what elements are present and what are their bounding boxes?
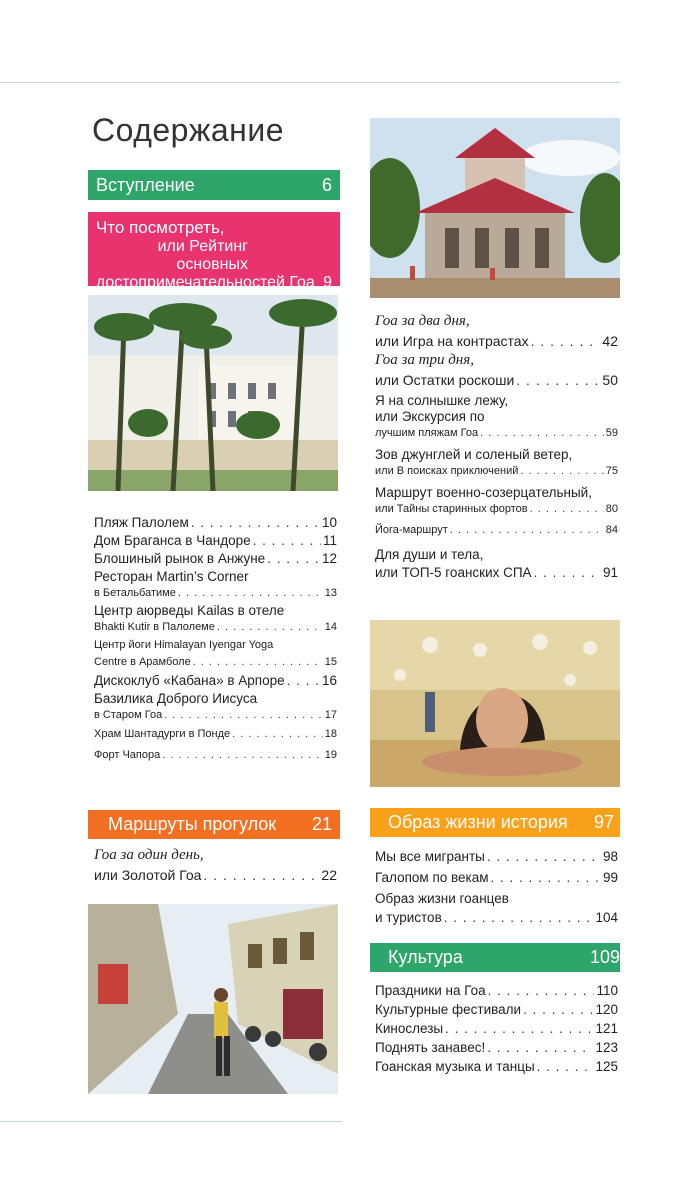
toc-entry-braganza[interactable] bbox=[94, 533, 337, 549]
toc-entry-paloleim[interactable] bbox=[94, 515, 337, 531]
toc-entry-beaches[interactable] bbox=[375, 393, 618, 441]
toc-entry-spa[interactable] bbox=[375, 547, 618, 581]
toc-entry-label: Пляж Палолем bbox=[94, 515, 189, 530]
toc-entry-label: Базилика Доброго Иисуса bbox=[94, 691, 258, 706]
toc-entry-page: 80 bbox=[605, 503, 618, 515]
toc-entry-sublabel: лучшим пляжам Гоа bbox=[375, 427, 479, 439]
toc-entry-page: 59 bbox=[605, 427, 618, 439]
toc-entry-page: 12 bbox=[321, 551, 337, 566]
toc-entry-label: Поднять занавес! bbox=[375, 1040, 486, 1055]
toc-entry-holidays[interactable] bbox=[375, 981, 618, 1000]
toc-entry-himalayan-yoga[interactable] bbox=[94, 637, 337, 671]
section-intro[interactable] bbox=[88, 170, 340, 200]
toc-entry-three-days[interactable] bbox=[375, 352, 618, 388]
section-sights-line3: достопримечательностей Гоа bbox=[96, 274, 315, 291]
toc-entry-label: Форт Чапора bbox=[94, 749, 161, 761]
toc-entry-sublabel: Centre в Арамболе bbox=[94, 656, 191, 668]
section-intro-label: Вступление bbox=[96, 174, 195, 195]
toc-entry-yoga-route[interactable] bbox=[375, 521, 618, 539]
toc-entry-page: 11 bbox=[322, 533, 337, 548]
toc-entry-label-2: и туристов bbox=[375, 910, 442, 925]
toc-entry-basilica[interactable] bbox=[94, 691, 337, 723]
toc-entry-page: 91 bbox=[602, 565, 618, 580]
toc-entry-page: 13 bbox=[324, 587, 337, 599]
toc-entry-cabana[interactable] bbox=[94, 673, 337, 689]
toc-entry-page: 19 bbox=[324, 749, 337, 761]
toc-entry-label: Кинослезы bbox=[375, 1021, 444, 1036]
toc-entry-jungle[interactable] bbox=[375, 447, 618, 479]
toc-entry-label: Культурные фестивали bbox=[375, 1002, 522, 1017]
toc-entry-forts[interactable] bbox=[375, 485, 618, 517]
section-walks[interactable] bbox=[88, 810, 340, 839]
section-sights-line3-row bbox=[96, 274, 332, 292]
toc-entry-label: Маршрут военно-созерцательный, bbox=[375, 485, 592, 500]
toc-entry-theatre[interactable] bbox=[375, 1038, 618, 1057]
section-walks-label: Маршруты прогулок bbox=[108, 814, 277, 834]
toc-entry-label-2: или ТОП-5 гоанских СПА bbox=[375, 565, 532, 580]
toc-entry-label: Я на солнышке лежу, bbox=[375, 393, 509, 408]
toc-entry-label: или Остатки роскоши bbox=[375, 372, 515, 388]
toc-entry-page: 42 bbox=[602, 333, 618, 349]
section-intro-page: 6 bbox=[321, 174, 332, 195]
toc-entry-festivals[interactable] bbox=[375, 1000, 618, 1019]
toc-entry-two-days[interactable] bbox=[375, 313, 618, 349]
toc-entry-page: 110 bbox=[596, 983, 618, 998]
toc-entry-label-2: или Экскурсия по bbox=[375, 409, 485, 424]
page-title: Содержание bbox=[92, 112, 285, 148]
toc-entry-label: Зов джунглей и соленый ветер, bbox=[375, 447, 573, 462]
toc-entry-page: 15 bbox=[324, 656, 337, 668]
culture-toc bbox=[375, 981, 618, 1076]
toc-entry-sublabel: Bhakti Kutir в Палолеме bbox=[94, 621, 215, 633]
toc-entry-page: 121 bbox=[595, 1021, 618, 1036]
toc-entry-label: Храм Шантадурги в Понде bbox=[94, 728, 231, 740]
toc-entry-label: Дискоклуб «Кабана» в Арпоре bbox=[94, 673, 285, 688]
section-lifestyle-page: 97 bbox=[593, 812, 614, 832]
section-sights-line1: Что посмотреть, bbox=[96, 218, 225, 237]
section-culture[interactable] bbox=[370, 943, 620, 972]
toc-entry-chapora[interactable] bbox=[94, 747, 337, 763]
toc-entry-page: 84 bbox=[605, 524, 618, 536]
photo-yoga-woman bbox=[370, 620, 620, 787]
toc-entry-page: 16 bbox=[321, 673, 337, 688]
photo-street bbox=[88, 904, 338, 1094]
toc-entry-martins-corner[interactable] bbox=[94, 569, 337, 601]
section-sights-page: 9 bbox=[323, 274, 332, 291]
toc-entry-kailas[interactable] bbox=[94, 603, 337, 635]
section-culture-page: 109 bbox=[589, 947, 620, 967]
section-lifestyle[interactable] bbox=[370, 808, 620, 837]
toc-entry-label: Гоанская музыка и танцы bbox=[375, 1059, 535, 1074]
section-lifestyle-label: Образ жизни история bbox=[388, 812, 568, 832]
toc-entry-page: 75 bbox=[605, 465, 618, 477]
section-sights[interactable] bbox=[88, 212, 340, 291]
toc-entry-title: Гоа за один день, bbox=[94, 847, 204, 863]
toc-entry-sublabel: в Бетальбатиме bbox=[94, 587, 176, 599]
toc-entry-label: Ресторан Martin’s Corner bbox=[94, 569, 249, 584]
toc-entry-page: 120 bbox=[595, 1002, 618, 1017]
toc-entry-page: 14 bbox=[324, 621, 337, 633]
toc-entry-label: или Золотой Гоа bbox=[94, 867, 202, 883]
toc-entry-cinema[interactable] bbox=[375, 1019, 618, 1038]
toc-entry-migrants[interactable] bbox=[375, 847, 618, 866]
toc-entry-page: 125 bbox=[595, 1059, 618, 1074]
toc-entry-one-day[interactable] bbox=[94, 847, 337, 883]
photo-palms-church bbox=[88, 295, 338, 491]
routes-toc bbox=[375, 313, 618, 581]
toc-entry-label: Дом Браганса в Чандоре bbox=[94, 533, 251, 548]
toc-entry-label: Образ жизни гоанцев bbox=[375, 891, 509, 906]
toc-entry-page: 17 bbox=[324, 709, 337, 721]
toc-entry-page: 18 bbox=[324, 728, 337, 740]
photo-temple bbox=[370, 118, 620, 298]
section-walks-page: 21 bbox=[311, 814, 332, 834]
toc-entry-page: 104 bbox=[595, 910, 618, 925]
toc-entry-shantadurga[interactable] bbox=[94, 725, 337, 743]
toc-entry-title: Гоа за два дня, bbox=[375, 313, 470, 329]
section-sights-line2: или Рейтинг основных bbox=[157, 238, 248, 273]
toc-entry-label: Праздники на Гоа bbox=[375, 983, 486, 998]
toc-entry-label: или Игра на контрастах bbox=[375, 333, 529, 349]
toc-entry-page: 10 bbox=[321, 515, 337, 530]
toc-entry-flea-market[interactable] bbox=[94, 551, 337, 567]
toc-entry-page: 99 bbox=[602, 870, 618, 885]
sights-toc bbox=[94, 515, 337, 763]
toc-entry-page: 50 bbox=[602, 372, 618, 388]
toc-entry-label: Центр аюрведы Kailas в отеле bbox=[94, 603, 285, 618]
walks-toc bbox=[94, 847, 337, 883]
toc-entry-page: 123 bbox=[595, 1040, 618, 1055]
toc-entry-label: Для души и тела, bbox=[375, 547, 484, 562]
top-rule bbox=[0, 82, 620, 83]
toc-entry-sublabel: или В поисках приключений bbox=[375, 465, 519, 477]
toc-entry-label: Галопом по векам bbox=[375, 870, 489, 885]
toc-entry-music[interactable] bbox=[375, 1057, 618, 1076]
toc-entry-sublabel: в Старом Гоа bbox=[94, 709, 163, 721]
bottom-rule bbox=[0, 1121, 342, 1122]
toc-entry-sublabel: или Тайны старинных фортов bbox=[375, 503, 528, 515]
toc-entry-page: 98 bbox=[602, 849, 618, 864]
toc-entry-goans-lifestyle[interactable] bbox=[375, 889, 618, 927]
toc-entry-title: Гоа за три дня, bbox=[375, 352, 474, 368]
toc-entry-page: 22 bbox=[321, 867, 337, 883]
section-culture-label: Культура bbox=[388, 947, 463, 967]
toc-entry-label: Центр йоги Himalayan Iyengar Yoga bbox=[94, 639, 274, 651]
toc-entry-label: Йога-маршрут bbox=[375, 524, 448, 536]
toc-entry-history[interactable] bbox=[375, 868, 618, 887]
toc-entry-label: Блошиный рынок в Анжуне bbox=[94, 551, 266, 566]
toc-entry-label: Мы все мигранты bbox=[375, 849, 485, 864]
lifestyle-toc bbox=[375, 847, 618, 927]
